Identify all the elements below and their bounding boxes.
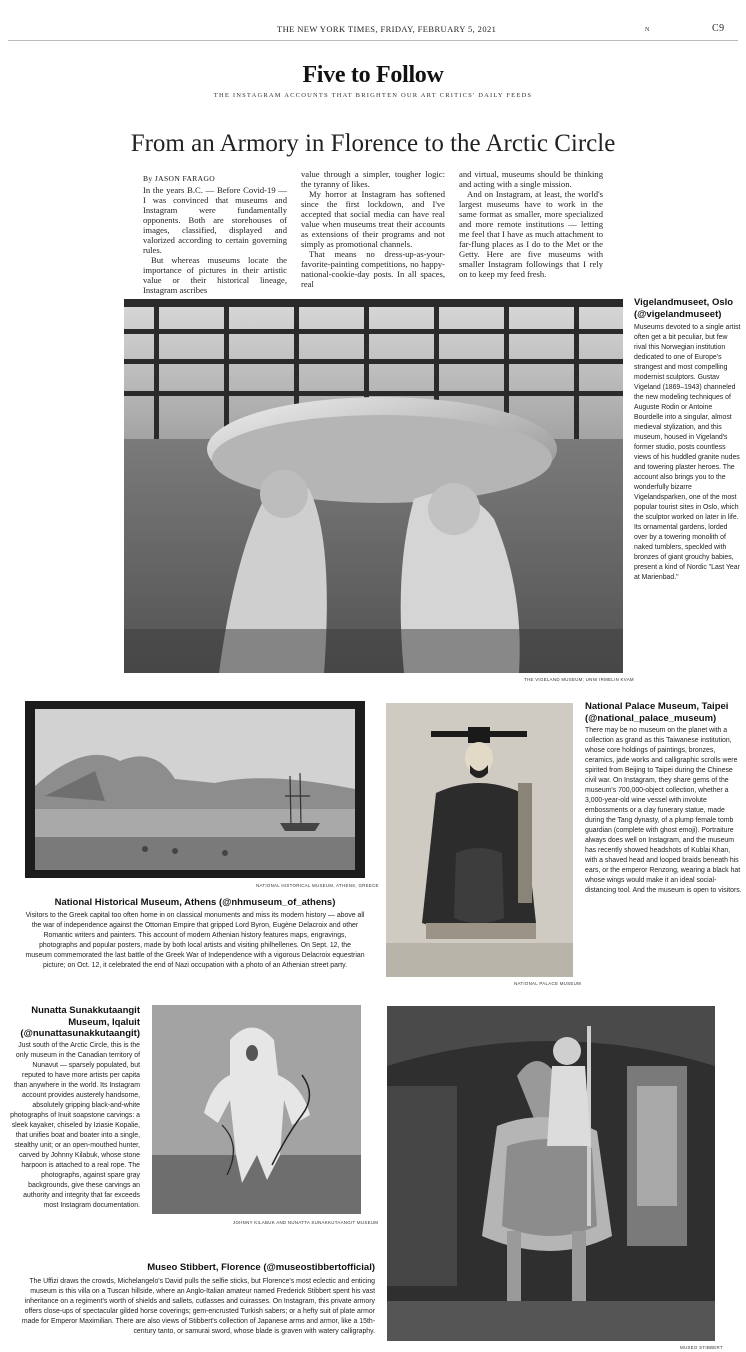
taipei-caption-body: There may be no museum on the planet with a collection as grand as this Taiwanese institution, whose core holdings of paintings, bronzes, ceramics, jade works and calligraphic scrolls were spirited from Beijing to Taipei during the Chinese civil war. On Instagram, they share gems of the museum's 700,000-object collection, whether a 3,000-year-old wine vessel with involute embossments or a clay funerary statue, made during the Tang dynasty, of a plump female tomb guardian (complete with ghost emoji). Portraiture always does well on Instagram, and the museum has recently showed headshots of Kublai Khan, with a shaved head and looped braids beneath his ears, or the emperor Renzong, wearing a black hat whose wings would make it an ideal social-distancing tool. And the museum is open to visitors. — [585, 727, 742, 894]
paragraph: My horror at Instagram has softened since the first lockdown, and I've accepted that social media can have real value when museums treat their accounts as extensions of their programs and not simply as promotional channels. — [301, 189, 445, 249]
athens-painting-photo — [25, 701, 365, 878]
section-kicker-subtitle: THE INSTAGRAM ACCOUNTS THAT BRIGHTEN OUR ART CRITICS' DAILY FEEDS — [213, 92, 533, 99]
article-column-1 — [143, 185, 287, 295]
photo-credit: NATIONAL PALACE MUSEUM — [514, 981, 582, 986]
iqaluit-caption-body: Just south of the Arctic Circle, this is the only museum in the Canadian territory of Nunavut — sparsely populated, but reputed to have more artists per capita than anywhere in the world. Its Instagram account provides austerely handsome, absolutely gripping black-and-white photographs of Inuit soapstone carvings: a sleek kayaker, chiseled by Iziasie Kopalie, that unifies boat and boater into a single, stealthy unit; or an open-mouthed hunter, carved by Johnny Kilabuk, whose stone harpoon is attached to a real rope. The photographs, against spare gray backgrounds, give these carvings an authority and integrity that far exceeds most Instagram documentation. — [10, 1042, 140, 1209]
stibbert-caption-body: The Uffizi draws the crowds, Michelangelo's David pulls the selfie sticks, but Florence's most eclectic and enticing museum is this villa on a Tuscan hillside, where an Anglo-Italian amateur named Frederick Stibbert spent his vast inheritance on a regiment's worth of shields and sallets, cutlasses and cuirasses. On Instagram, this private armory offers close-ups of spectacular gilded horse coverings; gem-encrusted Turkish sabers; or a hefty suit of plate armor made for Emperor Maximilian. There are also views of Stibbert's collection of Japanese arms and armor, like a 15th-century tanto, or samurai sword, whose blade is graven with watery calligraphy. — [21, 1278, 375, 1335]
paragraph: value through a simpler, tougher logic: the tyranny of likes. — [301, 169, 445, 189]
article-column-3 — [459, 169, 603, 279]
athens-caption-title: National Historical Museum, Athens (@nhmuseum_of_athens) — [54, 897, 336, 908]
photo-credit: NATIONAL HISTORICAL MUSEUM, ATHENS, GREECE — [256, 883, 379, 888]
stibbert-caption-title: Museo Stibbert, Florence (@museostibbertofficial) — [147, 1262, 375, 1273]
stibbert-armor-photo — [387, 1006, 715, 1341]
article-byline: By JASON FARAGO — [143, 174, 216, 183]
paragraph: And on Instagram, at least, the world's largest museums have to work in the same format as smaller, more specialized and more remote institutions — letting me feel that I have as much attachment to far-flung places as I do to the Met or the Getty. Here are five museums with smaller Instagram followings that I rely on to keep my feed fresh. — [459, 189, 603, 279]
inuit-carving-photo — [152, 1005, 361, 1214]
taipei-emperor-portrait — [386, 703, 573, 977]
photo-credit: THE VIGELAND MUSEUM; UNNI IRMELIN KVAM — [524, 677, 634, 682]
vigeland-sculpture-photo — [124, 299, 623, 673]
athens-caption-body: Visitors to the Greek capital too often home in on classical monuments and miss its modern history — above all the war of independence against the Ottoman Empire that gripped Lord Byron, Eugène Delacroix and other Romantic writers and painters. This account of modern Athenian history features maps, engravings, photographs and popular posters, made by both local artists and visiting philhellenes. On Sept. 12, the museum commemorated the last battle of the Greek War of Independence with a vigorous Delacroix equestrian picture; on Oct. 12, it celebrated the end of Nazi occupation with a photo of an Athenian street party. — [25, 912, 365, 969]
page-number: C9 — [712, 23, 725, 34]
vigeland-caption-title: Vigelandmuseet, Oslo (@vigelandmuseet) — [634, 297, 734, 320]
iqaluit-caption-title: Nunatta Sunakkutaangit Museum, Iqaluit (@nunattasunakkutaangit) — [20, 1005, 140, 1039]
section-mark: N — [645, 27, 650, 33]
paragraph: In the years B.C. — Before Covid-19 — I was convinced that museums and Instagram were fundamentally opponents. Both are storehouses of images, classified, displayed and valorized according to certain governing rules. — [143, 185, 287, 255]
paragraph: But whereas museums locate the importance of pictures in their artistic value or their historical lineage, Instagram ascribes — [143, 255, 287, 295]
vigeland-caption-body: Museums devoted to a single artist often get a bit peculiar, but few rival this Norwegian institution dedicated to one of Europe's strangest and most compelling modernist sculptors. Gustav Vigeland (1869–1943) channeled the new modeling techniques of Auguste Rodin or Antoine Bourdelle into a singular, almost medieval stylization, and this museum, housed in Vigeland's former studio, posts countless views of his huddled granite nudes and towering plaster heroes. The account also brings you to the wonderfully bizarre Vigelandsparken, one of the most popular tourist sites in Oslo, which the sculptor worked on later in life. Its ornamental gardens, lorded over by a towering monolith of naked tumblers, speckled with bronzes of giant grouchy babies, present a kind of Nordic "Last Year at Marienbad." — [634, 324, 741, 581]
article-headline: From an Armory in Florence to the Arctic Circle — [130, 130, 616, 157]
paragraph: and virtual, museums should be thinking and acting with a single mission. — [459, 169, 603, 189]
masthead-rule — [8, 40, 738, 41]
photo-credit: JOHNNY KILABUK AND NUNATTA SUNAKKUTAANGIT MUSEUM — [233, 1220, 379, 1225]
paragraph: That means no dress-up-as-your-favorite-painting competitions, no happy-national-cookie-day posts. In all spaces, real — [301, 249, 445, 289]
photo-credit: MUSEO STIBBERT — [680, 1345, 723, 1350]
taipei-caption-title: National Palace Museum, Taipei (@national_palace_museum) — [585, 701, 729, 724]
paper-date-line: THE NEW YORK TIMES, FRIDAY, FEBRUARY 5, 2021 — [277, 24, 497, 34]
section-kicker-title: Five to Follow — [302, 62, 444, 88]
article-column-2 — [301, 169, 445, 289]
